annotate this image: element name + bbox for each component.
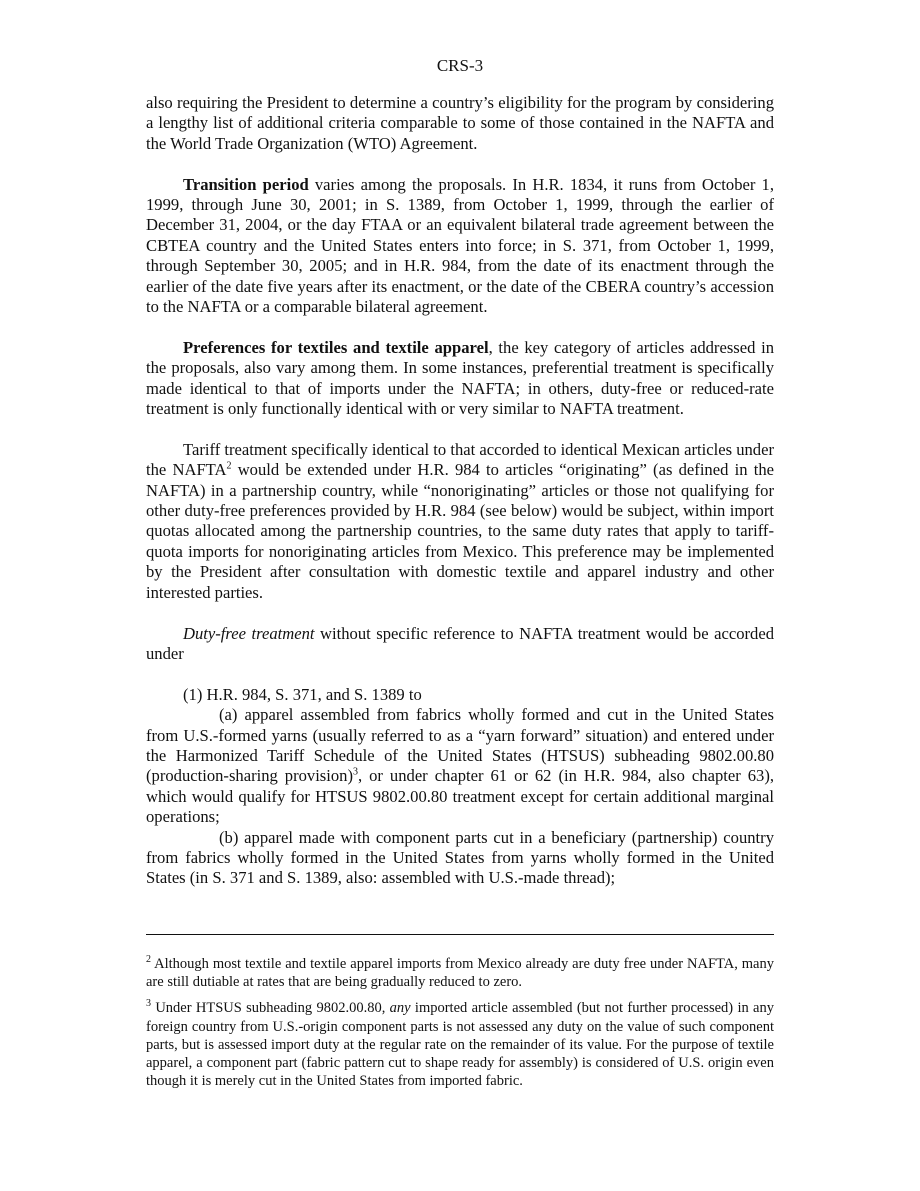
footnote-ref-2[interactable]: 2 bbox=[226, 460, 232, 472]
paragraph-tariff-treatment bbox=[146, 440, 774, 603]
list-item-1a-text-b: , or under chapter 61 or 62 (in H.R. 984, also chapter 63), which would qualify for HTSUS 9802.00.80 treatment except for certain additional marginal operations; bbox=[146, 766, 774, 827]
footnote-3 bbox=[146, 999, 774, 1090]
footnote-ref-3[interactable]: 3 bbox=[353, 766, 358, 778]
paragraph-textile-preferences bbox=[146, 338, 774, 420]
list-item-1b: (b) apparel made with component parts cut in a beneficiary (partnership) country from fabrics wholly formed in the United States from yarns wholly formed in the United States (in S. 371 and S. 1389, also: assembled with U.S.-made thread); bbox=[146, 827, 774, 888]
footnote-2 bbox=[146, 955, 774, 991]
transition-period-text: varies among the proposals. In H.R. 1834, it runs from October 1, 1999, through June 30, 2001; in S. 1389, from October 1, 1999, through the earlier of December 31, 2004, or the day FTAA or an equivalent bilateral trade agreement between the CBTEA country and the United States enters into force; in S. 371, from October 1, 1999, through September 30, 2005; and in H.R. 984, from the date of its enactment through the earlier of the date five years after its enactment, or the date of the CBERA country’s accession to the NAFTA or a comparable bilateral agreement. bbox=[146, 174, 774, 317]
textile-preferences-text: , the key category of articles addressed in the proposals, also vary among them. In some instances, preferential treatment is specifically made identical to that of imports under the NAFTA; in others, duty-free or reduced-rate treatment is only functionally identical with or very similar to NAFTA treatment. bbox=[146, 337, 775, 419]
footnote-3-emphasis: any bbox=[389, 1000, 411, 1017]
page-header: CRS-3 bbox=[436, 56, 484, 75]
duty-free-text: without specific reference to NAFTA treatment would be accorded under bbox=[146, 623, 774, 663]
footnote-3-text-b: imported article assembled (but not further processed) in any foreign country from U.S.-origin component parts is not assessed any duty on the value of such component parts, but is assessed import duty at the regular rate on the remainder of its value. For the purpose of textile apparel, a component part (fabric pattern cut to shape ready for assembly) is considered of U.S. origin even though it is merely cut in the United States from imported fabric. bbox=[146, 1000, 774, 1090]
footnote-2-text: Although most textile and textile apparel imports from Mexico already are duty free under NAFTA, many are still dutiable at rates that are being gradually reduced to zero. bbox=[146, 956, 774, 991]
paragraph-eligibility: also requiring the President to determine a country’s eligibility for the program by considering a lengthy list of additional criteria comparable to some of those contained in the NAFTA and the World Trade Organization (WTO) Agreement. bbox=[146, 93, 774, 153]
footnote-2-mark: 2 bbox=[146, 954, 151, 966]
footnote-3-mark: 3 bbox=[146, 998, 151, 1010]
list-item-1a bbox=[146, 705, 774, 827]
list-item-1: (1) H.R. 984, S. 371, and S. 1389 to bbox=[183, 684, 422, 704]
list-item-1a-text-a: (a) apparel assembled from fabrics wholly formed and cut in the United States from U.S.-formed yarns (usually referred to as a “yarn forward” situation) and entered under the Harmonized Tariff Schedule of the United States (HTSUS) subheading 9802.00.80 (production-sharing provision) bbox=[146, 705, 774, 786]
footnote-3-text-a: Under HTSUS subheading 9802.00.80, bbox=[151, 1000, 390, 1017]
paragraph-duty-free bbox=[146, 624, 774, 665]
paragraph-transition-period bbox=[146, 175, 774, 318]
footnote-divider bbox=[146, 934, 774, 935]
tariff-treatment-text-a: Tariff treatment specifically identical to that accorded to identical Mexican articles under the NAFTA bbox=[146, 439, 774, 480]
footnotes bbox=[146, 955, 774, 1098]
tariff-treatment-text-b: would be extended under H.R. 984 to articles “originating” (as defined in the NAFTA) in a partnership country, while “nonoriginating” articles or those not qualifying for other duty-free preferences provided by H.R. 984 (see below) would be subject, within import quotas allocated among the partnership countries, to the same duty rates that apply to tariff-quota imports for nonoriginating articles from Mexico. This preference may be implemented by the President after consultation with domestic textile and apparel industry and other interested parties. bbox=[146, 460, 774, 602]
document-body bbox=[146, 93, 774, 889]
duty-free-heading: Duty-free treatment bbox=[183, 623, 315, 643]
transition-period-heading: Transition period bbox=[183, 174, 309, 194]
textile-preferences-heading: Preferences for textiles and textile apparel bbox=[183, 337, 489, 357]
